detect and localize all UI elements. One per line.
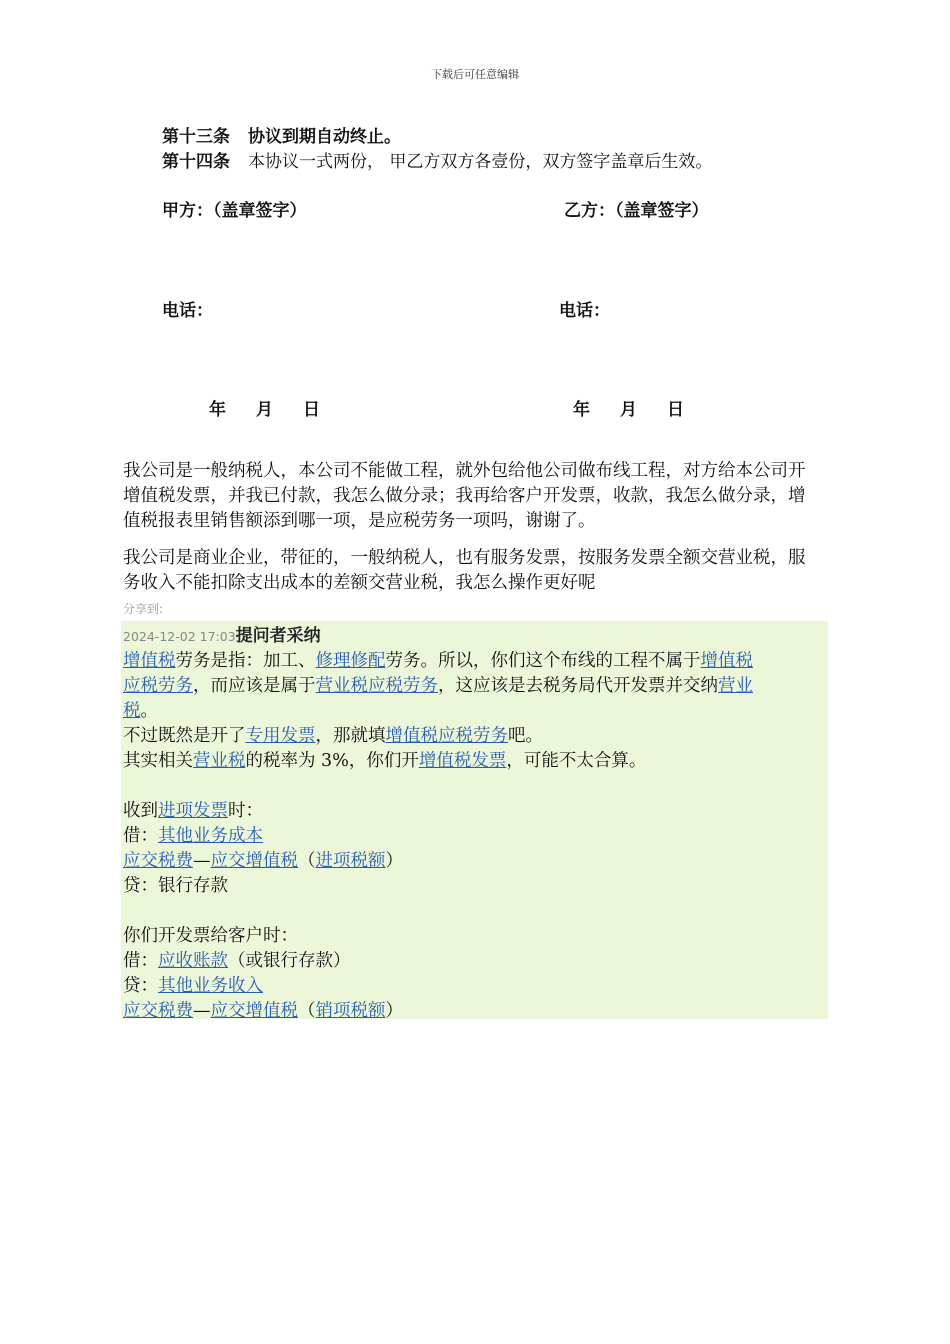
date-year: 年 — [209, 400, 226, 420]
date-month: 月 — [620, 400, 637, 420]
answer-paragraph-3 — [123, 749, 828, 774]
text: ） — [385, 851, 403, 871]
entry-1-debit — [123, 824, 828, 849]
spacer — [123, 774, 828, 799]
text: ） — [385, 1001, 403, 1021]
party-a-phone: 电话： — [162, 301, 213, 321]
entry-2-credit — [123, 974, 828, 999]
link-tax-payable[interactable]: 应交税费 — [123, 851, 193, 871]
link-other-income[interactable]: 其他业务收入 — [158, 976, 263, 996]
entry-1-head — [123, 799, 828, 824]
text: 不过既然是开了 — [123, 726, 246, 746]
text: （ — [298, 851, 316, 871]
clause-13-text: 协议到期自动终止。 — [248, 127, 401, 147]
date-day: 日 — [303, 400, 320, 420]
text: — — [193, 1001, 211, 1021]
link-vat-payable[interactable]: 应交增值税 — [210, 851, 298, 871]
question-1: 我公司是一般纳税人，本公司不能做工程，就外包给他公司做布线工程，对方给本公司开增值税发票，并我已付款，我怎么做分录；我再给客户开发票，收款，我怎么做分录，增值税报表里销售额添到哪一项，是应税劳务一项吗，谢谢了。 — [123, 461, 806, 531]
header-note: 下载后可任意编辑 — [431, 68, 519, 81]
link-receivable[interactable]: 应收账款 — [158, 951, 228, 971]
text: （或银行存款） — [228, 951, 351, 971]
text: ，可能不太合算。 — [506, 751, 647, 771]
link-output-tax[interactable]: 销项税额 — [315, 1001, 386, 1021]
spacer — [123, 899, 828, 924]
link-vat-labor[interactable]: 增值税应税劳务 — [385, 726, 508, 746]
text: ，这应该是去税务局代开发票并交纳 — [438, 676, 718, 696]
link-vat-invoice[interactable]: 增值税发票 — [418, 751, 507, 771]
party-b-phone: 电话： — [559, 301, 610, 321]
clause-14 — [162, 150, 712, 174]
date-year: 年 — [573, 400, 590, 420]
share-label: 分享到: — [123, 602, 164, 616]
text: ，那就填 — [315, 726, 386, 746]
clause-14-number: 第十四条 — [162, 152, 230, 172]
text: 贷： — [123, 976, 158, 996]
text: 借： — [123, 826, 158, 846]
text: — — [193, 851, 211, 871]
clause-13 — [162, 125, 401, 149]
answer-box — [121, 621, 828, 1019]
link-repair[interactable]: 修理修配 — [315, 651, 386, 671]
text: 。 — [140, 701, 158, 721]
answer-meta — [123, 624, 828, 649]
party-a-signature: 甲方：（盖章签字） — [162, 201, 307, 221]
answer-title: 提问者采纳 — [235, 626, 321, 646]
entry-2-head: 你们开发票给客户时： — [123, 926, 298, 946]
text: 劳务是指：加工、 — [175, 651, 316, 671]
link-tax-payable-2[interactable]: 应交税费 — [123, 1001, 193, 1021]
party-a-date — [209, 398, 350, 422]
answer-timestamp: 2024-12-02 17:03 — [123, 629, 236, 644]
text: 其实相关 — [123, 751, 193, 771]
entry-1-tax — [123, 849, 828, 874]
text: 时： — [228, 801, 263, 821]
date-month: 月 — [256, 400, 273, 420]
text: 收到 — [123, 801, 158, 821]
clause-13-number: 第十三条 — [162, 127, 230, 147]
text: 借： — [123, 951, 158, 971]
text: 的税率为 3%，你们开 — [245, 751, 419, 771]
entry-2-tax — [123, 999, 828, 1024]
link-other-cost[interactable]: 其他业务成本 — [158, 826, 263, 846]
answer-paragraph-2 — [123, 724, 828, 749]
text: 吧。 — [508, 726, 543, 746]
date-day: 日 — [667, 400, 684, 420]
text: 劳务。所以，你们这个布线的工程不属于 — [385, 651, 701, 671]
link-taxable-labor[interactable]: 应税劳务 — [123, 676, 193, 696]
link-input-invoice[interactable]: 进项发票 — [158, 801, 228, 821]
link-input-tax[interactable]: 进项税额 — [315, 851, 386, 871]
link-business-tax-labor[interactable]: 营业税应税劳务 — [315, 676, 438, 696]
party-b-date — [573, 398, 714, 422]
answer-paragraph-1 — [123, 649, 828, 724]
entry-2-debit — [123, 949, 828, 974]
entry-1-credit: 贷：银行存款 — [123, 876, 228, 896]
clause-14-text: 本协议一式两份， 甲乙方双方各壹份，双方签字盖章后生效。 — [248, 152, 713, 172]
party-b-signature: 乙方：（盖章签字） — [564, 201, 709, 221]
link-vat-payable-2[interactable]: 应交增值税 — [210, 1001, 298, 1021]
link-business-tax-3[interactable]: 营业税 — [193, 751, 246, 771]
question-2: 我公司是商业企业，带征的，一般纳税人，也有服务发票，按服务发票全额交营业税，服务收入不能扣除支出成本的差额交营业税，我怎么操作更好呢 — [123, 548, 806, 593]
link-business-tax-cont[interactable]: 税 — [123, 701, 141, 721]
text: ，而应该是属于 — [193, 676, 316, 696]
link-special-invoice[interactable]: 专用发票 — [245, 726, 316, 746]
link-vat-2[interactable]: 增值税 — [700, 651, 753, 671]
link-vat[interactable]: 增值税 — [123, 651, 176, 671]
text: （ — [298, 1001, 316, 1021]
link-business-tax[interactable]: 营业 — [718, 676, 753, 696]
